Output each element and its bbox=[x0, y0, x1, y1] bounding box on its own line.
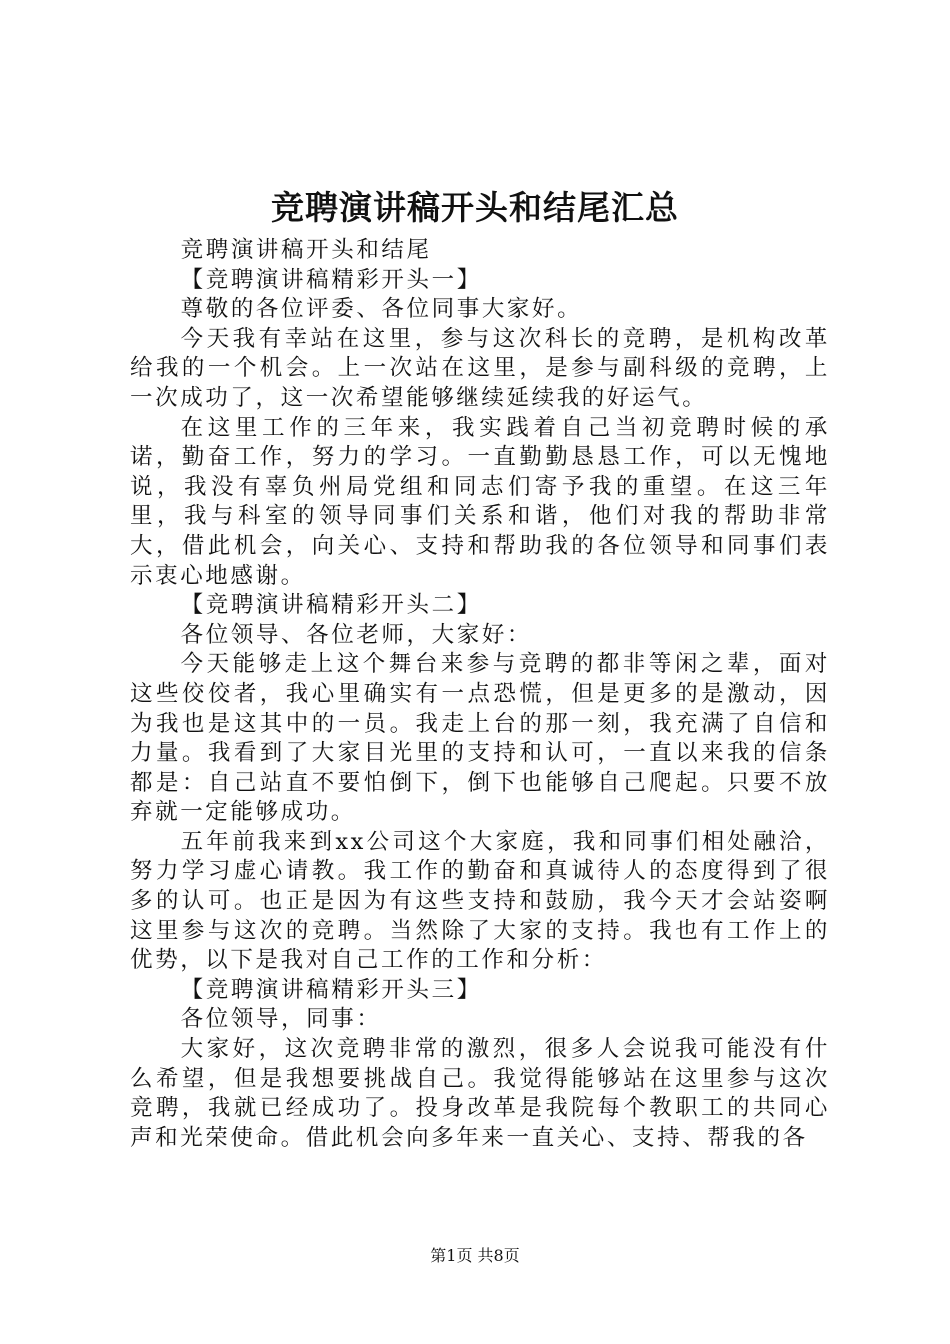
section-heading-opening-2: 【竞聘演讲稿精彩开头二】 bbox=[180, 592, 482, 619]
section-heading-opening-3: 【竞聘演讲稿精彩开头三】 bbox=[180, 976, 482, 1003]
paragraph-greeting-2: 各位领导、各位老师，大家好： bbox=[180, 621, 533, 648]
document-title: 竞聘演讲稿开头和结尾汇总 bbox=[271, 188, 679, 227]
paragraph-body-3: 今天能够走上这个舞台来参与竞聘的都非等闲之辈，面对这些佼佼者，我心里确实有一点恐慌，但是更多的是激动，因为我也是这其中的一员。我走上台的那一刻，我充满了自信和力量。我看到了大家目光里的支持和认可，一直以来我的信条都是：自己站直不要怕倒下，倒下也能够自己爬起。只要不放弃就一定能够成功。 bbox=[130, 651, 830, 826]
section-heading-opening-1: 【竞聘演讲稿精彩开头一】 bbox=[180, 266, 482, 293]
paragraph-body-5: 大家好，这次竞聘非常的激烈，很多人会说我可能没有什么希望，但是我想要挑战自己。我觉得能够站在这里参与这次竞聘，我就已经成功了。投身改革是我院每个教职工的共同心声和光荣使命。借此机会向多年来一直关心、支持、帮我的各 bbox=[130, 1036, 830, 1151]
paragraph-subtitle: 竞聘演讲稿开头和结尾 bbox=[180, 237, 432, 263]
page-number-footer: 第1页 共8页 bbox=[430, 1246, 520, 1265]
paragraph-greeting-1: 尊敬的各位评委、各位同事大家好。 bbox=[180, 296, 583, 323]
paragraph-greeting-3: 各位领导，同事： bbox=[180, 1006, 382, 1033]
paragraph-body-4: 五年前我来到xx公司这个大家庭，我和同事们相处融洽，努力学习虚心请教。我工作的勤奋和真诚待人的态度得到了很多的认可。也正是因为有这些支持和鼓励，我今天才会站姿啊这里参与这次的竞聘。当然除了大家的支持。我也有工作上的优势，以下是我对自己工作的工作和分析： bbox=[130, 828, 830, 974]
document-body bbox=[130, 236, 830, 1153]
paragraph-body-1: 今天我有幸站在这里，参与这次科长的竞聘，是机构改革给我的一个机会。上一次站在这里，是参与副科级的竞聘，上一次成功了，这一次希望能够继续延续我的好运气。 bbox=[130, 325, 830, 411]
paragraph-body-2: 在这里工作的三年来，我实践着自己当初竞聘时候的承诺，勤奋工作，努力的学习。一直勤勤恳恳工作，可以无愧地说，我没有辜负州局党组和同志们寄予我的重望。在这三年里，我与科室的领导同事们关系和谐，他们对我的帮助非常大，借此机会，向关心、支持和帮助我的各位领导和同事们表示衷心地感谢。 bbox=[130, 414, 830, 589]
